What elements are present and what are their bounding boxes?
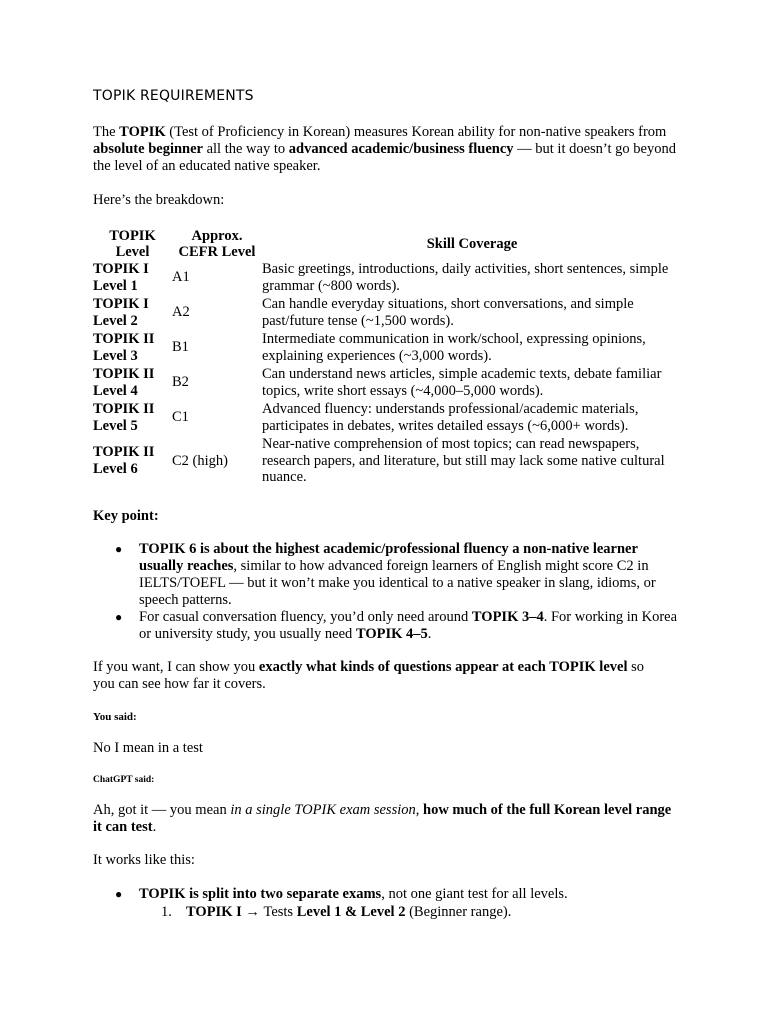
skill-cell: Intermediate communication in work/school, expressing opinions, explaining experiences (~3,000 words). bbox=[262, 331, 646, 364]
skill-cell: Basic greetings, introductions, daily activities, short sentences, simple grammar (~800 words). bbox=[262, 261, 669, 294]
topik-level-table bbox=[93, 227, 682, 488]
offer-paragraph: If you want, I can show you exactly what kinds of questions appear at each TOPIK level so you can see how far it covers. bbox=[93, 659, 645, 692]
split-list bbox=[93, 886, 683, 903]
level-cell: TOPIK II Level 4 bbox=[93, 366, 155, 399]
level-cell: TOPIK II Level 6 bbox=[93, 444, 155, 477]
answer-paragraph: Ah, got it — you mean in a single TOPIK exam session, how much of the full Korean level range it can test. bbox=[93, 802, 672, 835]
table-row bbox=[93, 331, 682, 366]
chatgpt-said-label: ChatGPT said: bbox=[93, 775, 155, 785]
table-row bbox=[93, 261, 682, 296]
level-cell: TOPIK I Level 1 bbox=[93, 261, 149, 294]
skill-cell: Can handle everyday situations, short conversations, and simple past/future tense (~1,500 words). bbox=[262, 296, 634, 329]
table-row bbox=[93, 436, 682, 488]
key-point-heading: Key point: bbox=[93, 508, 159, 524]
bullet-icon: ● bbox=[115, 542, 123, 556]
level-cell: TOPIK II Level 5 bbox=[93, 401, 155, 434]
cefr-cell: C2 (high) bbox=[172, 452, 228, 469]
list-item: 1. TOPIK I → Tests Level 1 & Level 2 (Beginner range). bbox=[161, 904, 512, 920]
skill-cell: Near-native comprehension of most topics; can read newspapers, research papers, and literature, but still may lack some native cultural nuance. bbox=[262, 436, 665, 485]
cefr-cell: B1 bbox=[172, 339, 189, 356]
level-cell: TOPIK I Level 2 bbox=[93, 296, 149, 329]
bullet-icon: ● bbox=[115, 887, 123, 901]
list-item: ● TOPIK is split into two separate exams, not one giant test for all levels. bbox=[115, 886, 568, 902]
cefr-cell: A2 bbox=[172, 304, 190, 321]
header-cefr-level: Approx. CEFR Level bbox=[178, 227, 256, 260]
bullet-icon: ● bbox=[115, 610, 123, 624]
cefr-cell: C1 bbox=[172, 409, 189, 426]
list-item: ● TOPIK 6 is about the highest academic/professional fluency a non-native learner usually reaches, similar to how advanced foreign learners of English might score C2 in IELTS/TOEFL — but it won’t make you identical to a native speaker in slang, idioms, or speech patterns. bbox=[115, 541, 656, 608]
intro-paragraph: The TOPIK (Test of Proficiency in Korean) measures Korean ability for non-native speakers from absolute beginner all the way to advanced academic/business fluency — but it doesn’t go beyond the level of an educated native speaker. bbox=[93, 124, 676, 174]
list-item: ● For casual conversation fluency, you’d only need around TOPIK 3–4. For working in Korea or university study, you usually need TOPIK 4–5. bbox=[115, 609, 678, 642]
user-message: No I mean in a test bbox=[93, 740, 203, 756]
you-said-label: You said: bbox=[93, 711, 137, 723]
table-row bbox=[93, 366, 682, 401]
breakdown-label: Here’s the breakdown: bbox=[93, 192, 225, 208]
numbered-list bbox=[93, 904, 511, 921]
table-row bbox=[93, 296, 682, 331]
table-header-row bbox=[93, 227, 682, 261]
cefr-cell: A1 bbox=[172, 269, 190, 286]
skill-cell: Advanced fluency: understands professional/academic materials, participates in debates, writes detailed essays (~6,000+ words). bbox=[262, 401, 639, 434]
skill-cell: Can understand news articles, simple academic texts, debate familiar topics, write short essays (~4,000–5,000 words). bbox=[262, 366, 662, 399]
level-cell: TOPIK II Level 3 bbox=[93, 331, 155, 364]
works-like-text: It works like this: bbox=[93, 852, 195, 868]
key-points-list bbox=[93, 541, 683, 643]
arrow-icon: → bbox=[241, 904, 264, 920]
table-row bbox=[93, 401, 682, 436]
page-title: TOPIK REQUIREMENTS bbox=[93, 88, 254, 104]
header-topik-level: TOPIK Level bbox=[109, 227, 156, 260]
cefr-cell: B2 bbox=[172, 374, 189, 391]
header-skill-coverage: Skill Coverage bbox=[426, 235, 518, 252]
